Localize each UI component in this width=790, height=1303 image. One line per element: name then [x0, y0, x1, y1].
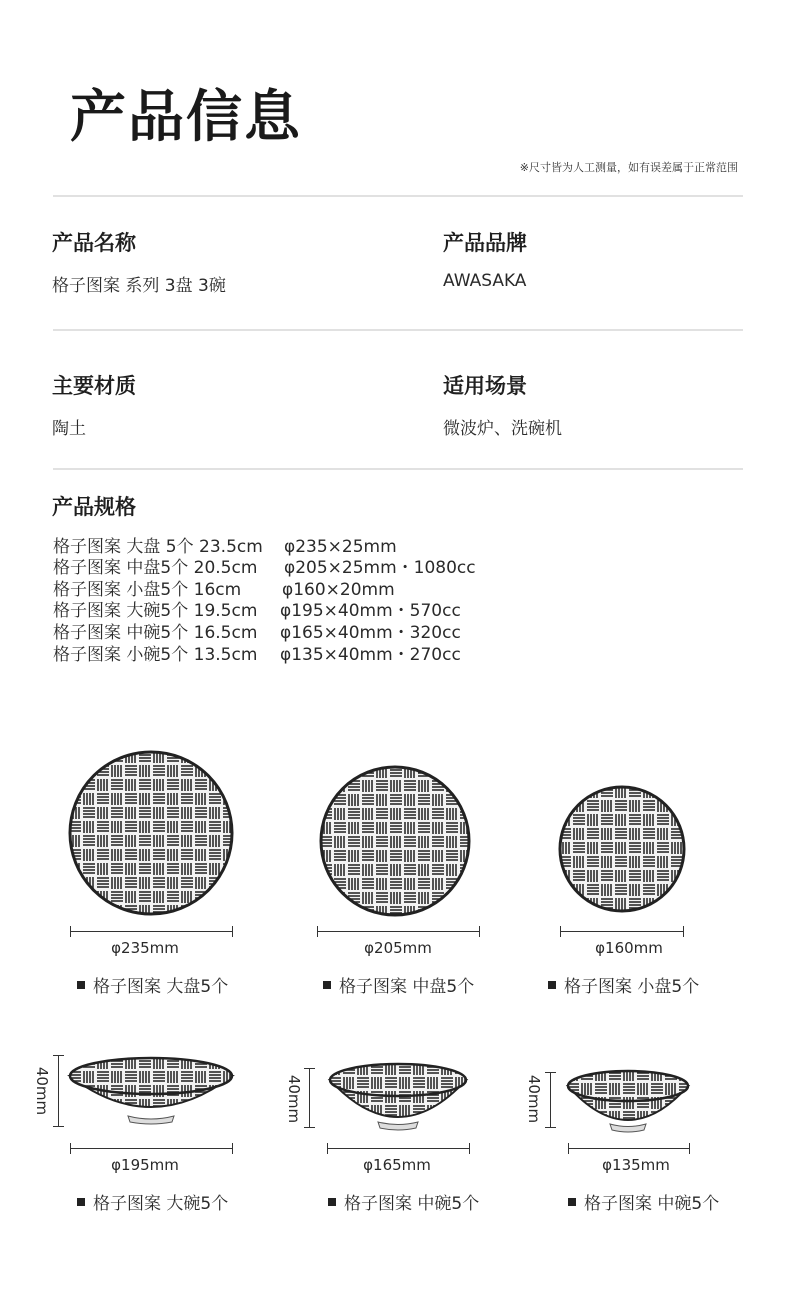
- plate-dimension: φ205mm: [364, 939, 432, 957]
- spec-size: φ195×40mm・570cc: [280, 601, 461, 621]
- bullet-icon: [328, 1198, 336, 1206]
- large-bowl-image: [68, 1056, 234, 1126]
- bullet-icon: [77, 1198, 85, 1206]
- large-plate-image: [68, 750, 234, 916]
- plate-caption: 格子图案 大盘5个: [77, 972, 228, 997]
- plate-caption: 格子图案 中盘5个: [323, 972, 474, 997]
- divider: [53, 329, 743, 331]
- spec-name: 格子图案 小碗5个 13.5cm: [53, 645, 258, 665]
- spec-name: 格子图案 中碗5个 16.5cm: [53, 623, 258, 643]
- dimension-line: [317, 931, 480, 932]
- height-dimension-line: [309, 1068, 310, 1128]
- bullet-icon: [323, 981, 331, 989]
- bowl-height: 40mm: [285, 1074, 304, 1124]
- dimension-line: [568, 1148, 690, 1149]
- spec-size: φ235×25mm: [284, 537, 397, 557]
- page-title: 产品信息: [70, 85, 302, 150]
- medium-bowl-image: [328, 1062, 468, 1132]
- spec-size: φ205×25mm・1080cc: [284, 558, 476, 578]
- specs-label: 产品规格: [52, 495, 136, 519]
- dimension-line: [560, 931, 684, 932]
- plate-dimension: φ160mm: [595, 939, 663, 957]
- bowl-caption: 格子图案 中碗5个: [568, 1189, 719, 1214]
- dimension-line: [70, 931, 233, 932]
- usage-label: 适用场景: [443, 374, 527, 398]
- bullet-icon: [548, 981, 556, 989]
- dimension-line: [327, 1148, 470, 1149]
- product-name-label: 产品名称: [52, 231, 136, 255]
- height-dimension-line: [550, 1072, 551, 1128]
- bullet-icon: [77, 981, 85, 989]
- medium-plate-image: [319, 765, 471, 917]
- usage-value: 微波炉、洗碗机: [443, 419, 562, 439]
- product-name-value: 格子图案 系列 3盘 3碗: [52, 276, 226, 296]
- spec-name: 格子图案 大碗5个 19.5cm: [53, 601, 258, 621]
- bowl-caption: 格子图案 大碗5个: [77, 1189, 228, 1214]
- spec-size: φ160×20mm: [282, 580, 395, 600]
- dimension-line: [70, 1148, 233, 1149]
- measurement-note: ※尺寸皆为人工测量，如有误差属于正常范围: [519, 161, 738, 174]
- spec-name: 格子图案 小盘5个 16cm: [53, 580, 242, 600]
- spec-size: φ135×40mm・270cc: [280, 645, 461, 665]
- spec-name: 格子图案 大盘 5个 23.5cm: [53, 537, 263, 557]
- material-label: 主要材质: [52, 374, 136, 398]
- spec-size: φ165×40mm・320cc: [280, 623, 461, 643]
- plate-dimension: φ235mm: [111, 939, 179, 957]
- plate-caption: 格子图案 小盘5个: [548, 972, 699, 997]
- height-dimension-line: [58, 1055, 59, 1127]
- bowl-height: 40mm: [525, 1074, 544, 1124]
- spec-name: 格子图案 中盘5个 20.5cm: [53, 558, 258, 578]
- bowl-height: 40mm: [33, 1066, 52, 1116]
- small-bowl-image: [566, 1068, 690, 1134]
- bowl-dimension: φ135mm: [602, 1156, 670, 1174]
- bowl-dimension: φ165mm: [363, 1156, 431, 1174]
- material-value: 陶土: [52, 419, 86, 439]
- bowl-dimension: φ195mm: [111, 1156, 179, 1174]
- bowl-caption: 格子图案 中碗5个: [328, 1189, 479, 1214]
- brand-value: AWASAKA: [443, 271, 527, 291]
- divider: [53, 468, 743, 470]
- brand-label: 产品品牌: [443, 231, 527, 255]
- divider: [53, 195, 743, 197]
- bullet-icon: [568, 1198, 576, 1206]
- small-plate-image: [558, 785, 686, 913]
